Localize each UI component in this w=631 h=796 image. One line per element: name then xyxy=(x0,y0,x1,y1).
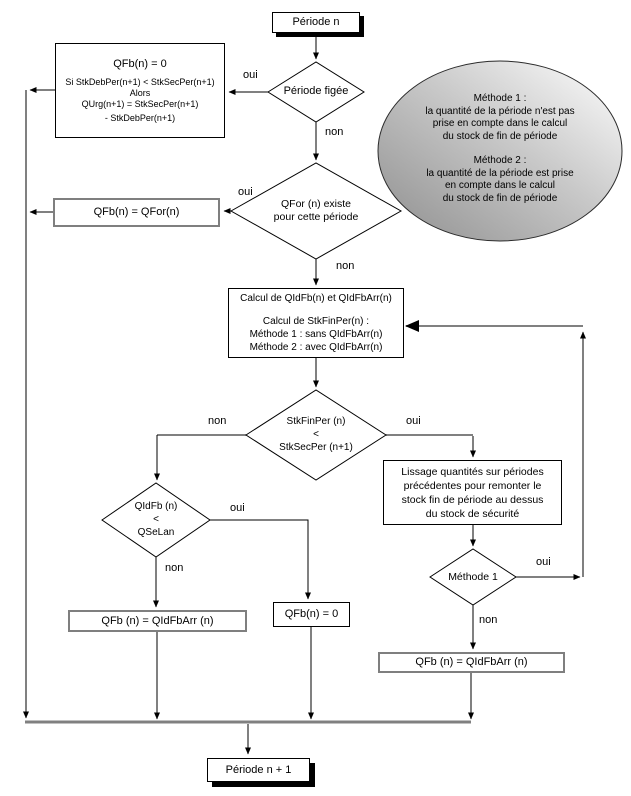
end-label: Période n + 1 xyxy=(225,763,292,776)
process-qurg-line: QUrg(n+1) = StkSecPer(n+1) xyxy=(81,98,199,109)
process-qfb-qfor-label: QFb(n) = QFor(n) xyxy=(93,206,180,218)
process-qfb-zero-label: QFb(n) = 0 xyxy=(284,608,339,620)
decision-stkfinper-line: < xyxy=(313,429,319,440)
process-qurg-line: - StkDebPer(n+1) xyxy=(104,112,176,123)
note-methods xyxy=(388,93,612,205)
note-line: la quantité de la période est prise xyxy=(426,167,574,179)
decision-qidfb-line: QSeLan xyxy=(137,527,175,538)
edge-label-oui: oui xyxy=(243,69,258,81)
start-node xyxy=(272,12,360,33)
edge-qidfb-oui xyxy=(210,520,308,599)
edge-label-non: non xyxy=(336,260,355,272)
end-node xyxy=(207,758,310,782)
start-label: Période n xyxy=(292,16,340,28)
process-calcul-line: Calcul de QIdFb(n) et QIdFbArr(n) xyxy=(240,293,392,304)
edge-label-non: non xyxy=(165,562,184,574)
decision-qidfb-line: QIdFb (n) xyxy=(134,501,178,512)
process-qfb-arr-left-label: QFb (n) = QIdFbArr (n) xyxy=(101,614,214,627)
note-line: du stock de fin de période xyxy=(442,192,558,204)
decision-qidfb-line: < xyxy=(153,514,159,525)
process-qurg-title: QFb(n) = 0 xyxy=(113,57,167,70)
decision-stkfinper-line: StkFinPer (n) xyxy=(286,416,346,427)
note-line: prise en compte dans le calcul xyxy=(432,118,568,129)
note-line: du stock de fin de période xyxy=(442,130,558,142)
decision-periode-figee-label: Période figée xyxy=(283,85,349,97)
note-line: la quantité de la période n'est pas xyxy=(425,105,575,117)
process-qurg xyxy=(55,43,225,138)
edge-label-non: non xyxy=(208,415,227,427)
decision-methode1-label: Méthode 1 xyxy=(448,571,498,583)
process-calcul-line: Calcul de StkFinPer(n) : xyxy=(262,316,370,327)
process-lissage-line: Lissage quantités sur périodes xyxy=(401,465,544,478)
edge-label-oui: oui xyxy=(238,186,253,198)
note-line: en compte dans le calcul xyxy=(444,180,556,191)
note-line: Méthode 2 : xyxy=(473,155,527,166)
process-lissage xyxy=(383,460,562,525)
edge-label-non: non xyxy=(325,126,344,138)
process-calcul xyxy=(228,288,404,358)
decision-qfor-line: QFor (n) existe xyxy=(280,198,351,210)
process-qfb-arr-right-label: QFb (n) = QIdFbArr (n) xyxy=(415,656,528,668)
process-qfb-arr-right xyxy=(378,652,565,673)
decision-qfor-line: pour cette période xyxy=(273,211,359,223)
edge-label-non: non xyxy=(479,614,498,626)
process-qurg-line: Alors xyxy=(129,87,151,98)
process-lissage-line: du stock de sécurité xyxy=(425,507,520,520)
process-lissage-line: stock fin de période au dessus xyxy=(401,493,544,506)
edge-label-oui: oui xyxy=(406,415,421,427)
edge-label-oui: oui xyxy=(536,556,551,568)
process-qurg-line: Si StkDebPer(n+1) < StkSecPer(n+1) xyxy=(65,76,215,87)
process-qfb-qfor xyxy=(53,198,220,227)
process-calcul-line: Méthode 2 : avec QIdFbArr(n) xyxy=(249,342,383,353)
note-line: Méthode 1 : xyxy=(473,93,527,104)
edge-label-oui: oui xyxy=(230,502,245,514)
process-qfb-zero xyxy=(273,602,350,627)
process-qfb-arr-left xyxy=(68,610,247,632)
decision-stkfinper-line: StkSecPer (n+1) xyxy=(279,442,353,453)
process-calcul-line: Méthode 1 : sans QIdFbArr(n) xyxy=(249,329,383,340)
process-lissage-line: précédentes pour remonter le xyxy=(403,479,542,492)
